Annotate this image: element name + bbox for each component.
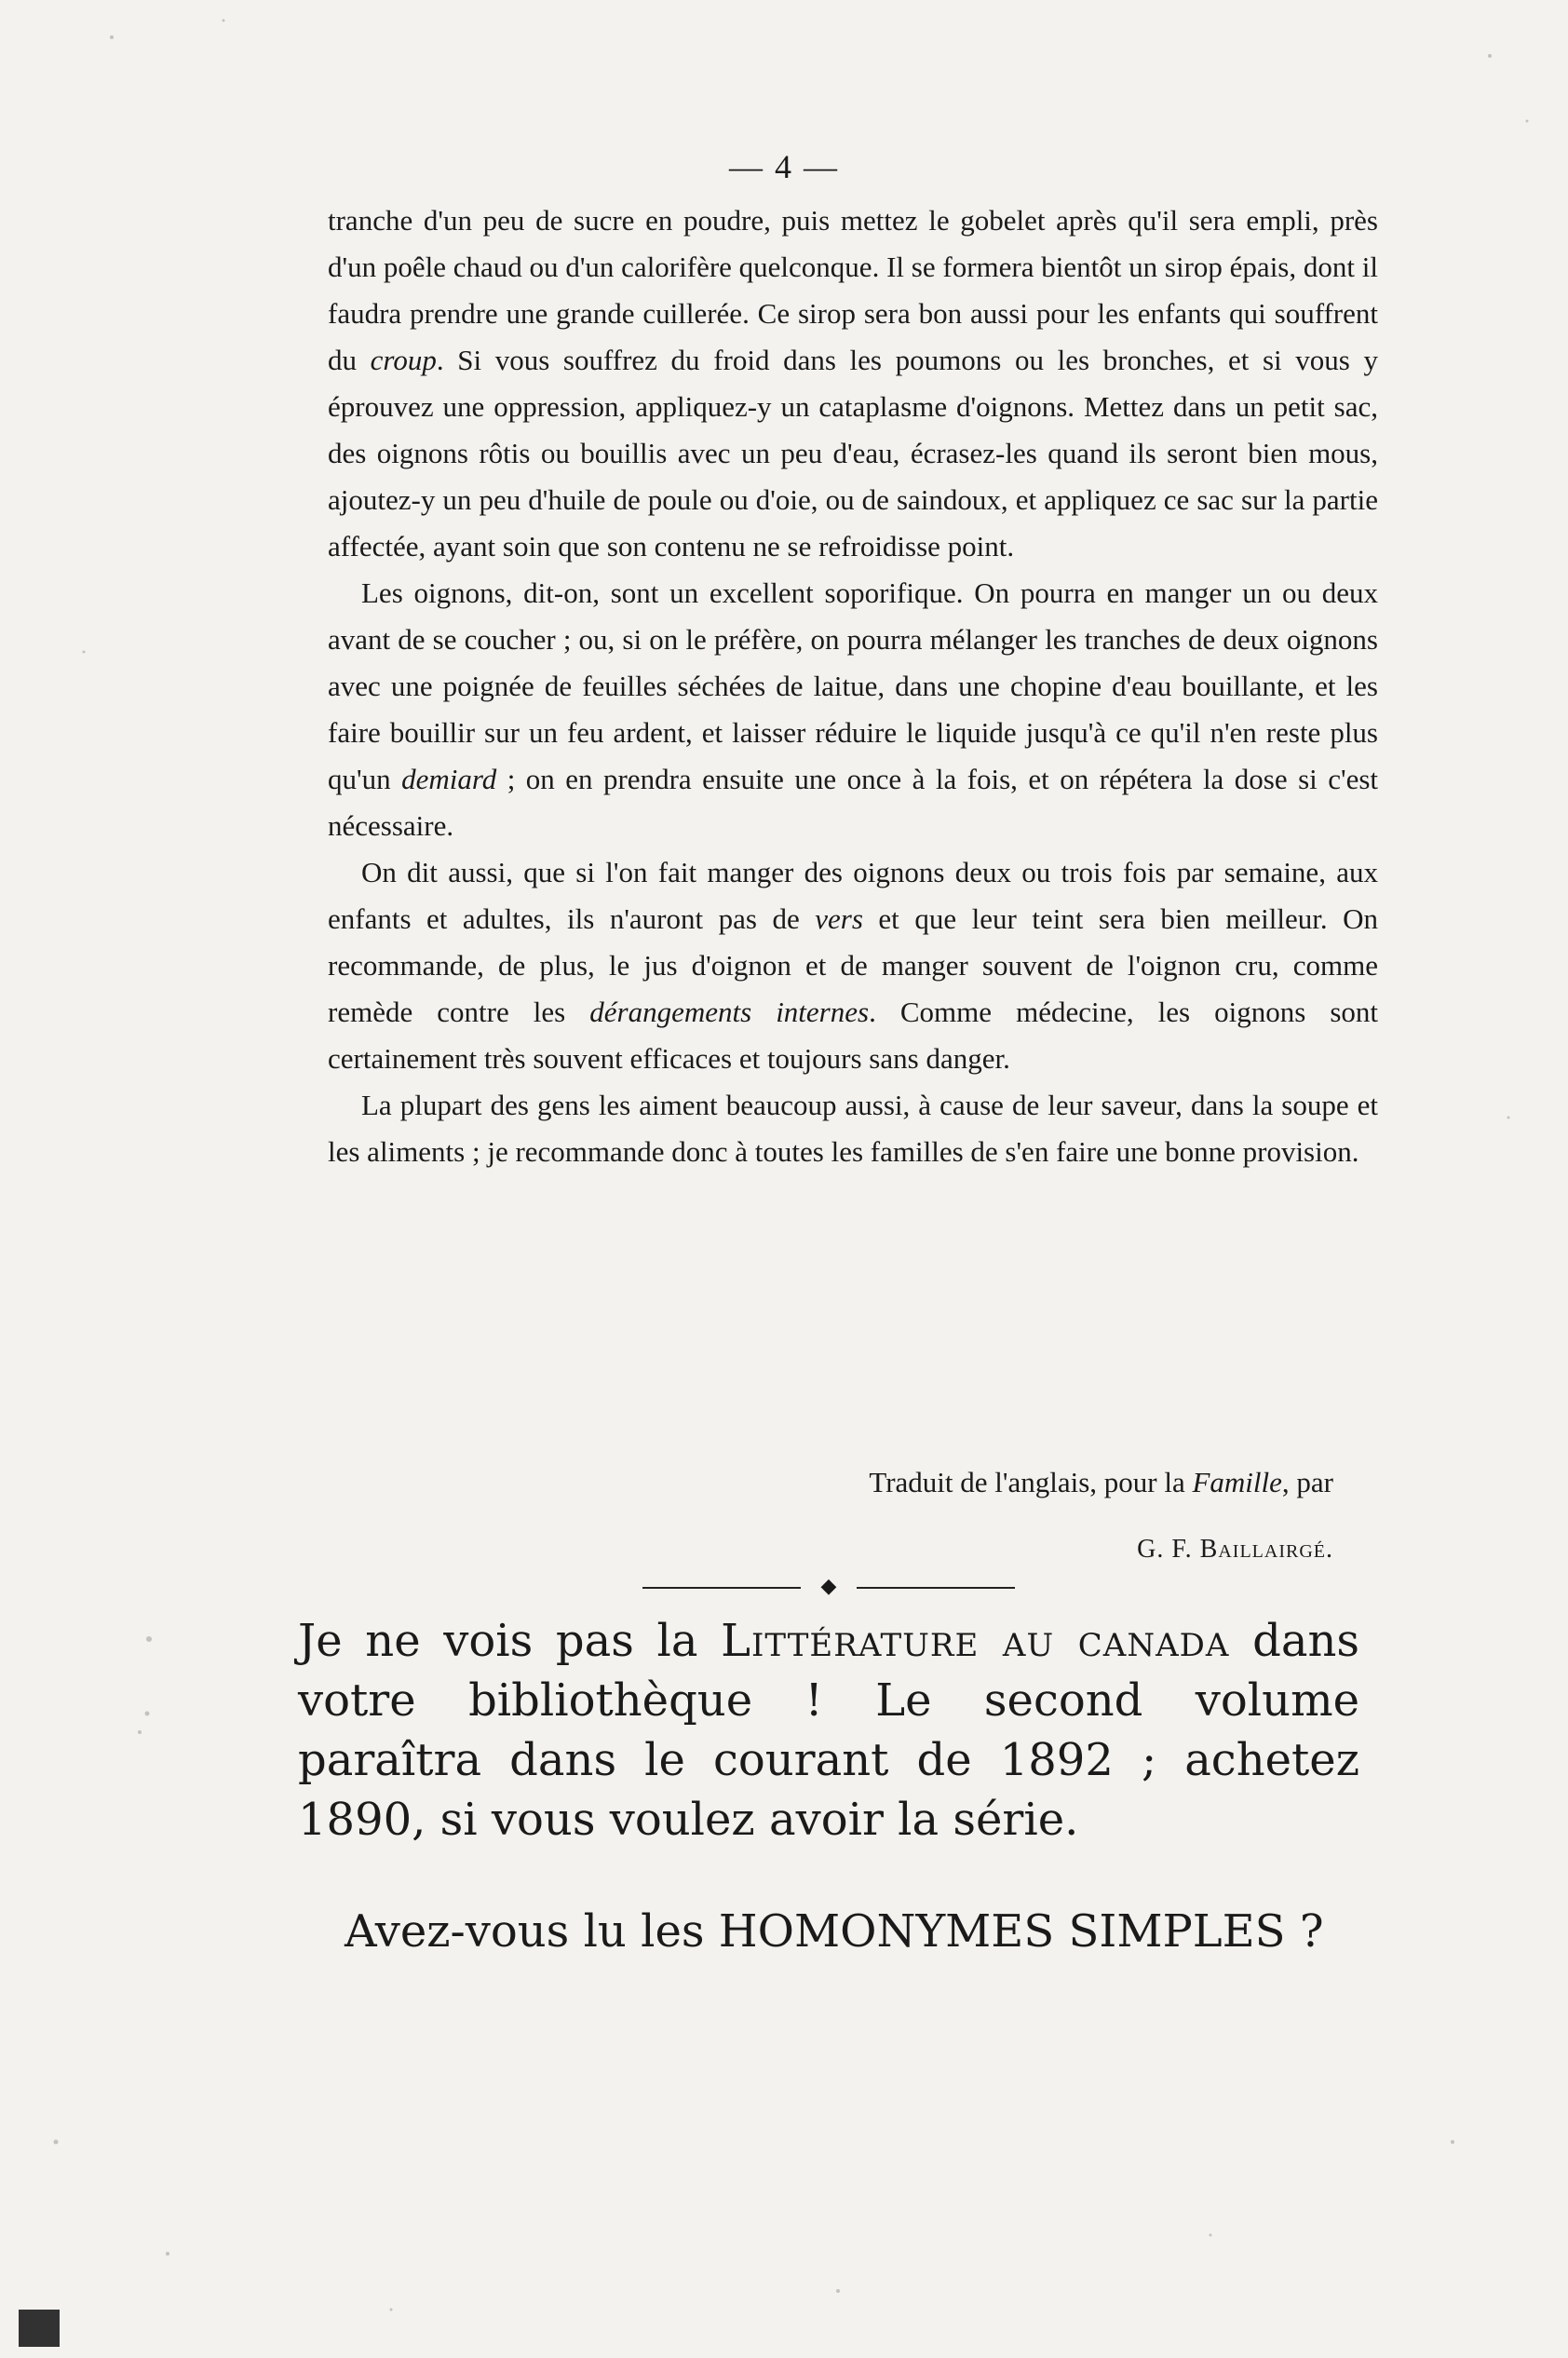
ad-one-after: dans votre bibliothèque ! Le second volume paraîtra dans le courant de 1892 ; achetez 1890, si vous voulez avoir la série. bbox=[298, 1615, 1359, 1846]
paragraph-text: . Si vous souffrez du froid dans les poumons ou les bronches, et si vous y éprouvez une oppression, appliquez-y un cataplasme d'oignons. Mettez dans un petit sac, des oignons rôtis ou bouillis avec un peu d'eau, écrasez-les quand ils seront bien mous, ajoutez-y un peu d'huile de poule ou d'oie, ou de saindoux, et appliquez ce sac sur la partie affectée, ayant soin que son contenu ne se refroidisse point. bbox=[328, 344, 1378, 562]
article-paragraph bbox=[328, 570, 1378, 849]
paragraph-text: Les oignons, dit-on, sont un excellent soporifique. On pourra en manger un ou deux avant de se coucher ; ou, si on le préfère, on pourra mélanger les tranches de deux oignons avec une poignée de feuilles séchées de laitue, dans une chopine d'eau bouillante, et les faire bouillir sur un feu ardent, et laisser réduire le liquide jusqu'à ce qu'il n'en reste plus qu'un bbox=[328, 576, 1378, 795]
italic-term: dérangements internes bbox=[589, 996, 870, 1028]
paragraph-text: La plupart des gens les aiment beaucoup aussi, à cause de leur saveur, dans la soupe et les aliments ; je recommande donc à toutes les familles de s'en faire une bonne provision. bbox=[328, 1089, 1378, 1168]
paragraph-text: . Comme médecine, les oignons sont certainement très souvent efficaces et toujours sans danger. bbox=[328, 996, 1379, 1075]
translation-credit bbox=[328, 1466, 1333, 1499]
italic-term: demiard bbox=[401, 763, 497, 795]
article-paragraph bbox=[328, 849, 1378, 1082]
italic-term: vers bbox=[815, 902, 863, 935]
article-paragraph bbox=[328, 197, 1378, 570]
author-signature: G. F. Baillairgé. bbox=[1137, 1535, 1333, 1564]
italic-term: croup bbox=[370, 344, 437, 376]
paragraph-text: et que leur teint sera bien meilleur. On recommande, de plus, le jus d'oignon et de manger souvent de l'oignon cru, comme remède contre les bbox=[328, 902, 1378, 1028]
divider-ornament-icon: ◆ bbox=[801, 1576, 857, 1596]
page-number: — 4 — bbox=[729, 148, 839, 185]
credit-suffix: , par bbox=[1281, 1466, 1333, 1498]
paragraph-text: On dit aussi, que si l'on fait manger des oignons deux ou trois fois par semaine, aux enfants et adultes, ils n'auront pas de bbox=[328, 856, 1378, 935]
credit-journal: Famille bbox=[1192, 1466, 1282, 1498]
paragraph-text: tranche d'un peu de sucre en poudre, puis mettez le gobelet après qu'il sera empli, près d'un poêle chaud ou d'un calorifère quelconque. Il se formera bientôt un sirop épais, dont il faudra prendre une grande cuillerée. Ce sirop sera bon aussi pour les enfants qui souffrent du bbox=[328, 204, 1378, 376]
credit-prefix: Traduit de l'anglais, pour la bbox=[869, 1466, 1193, 1498]
article-paragraph bbox=[328, 1082, 1378, 1175]
ad-one-before: Je ne vois pas la bbox=[298, 1615, 722, 1667]
ad-one-title: Littérature au canada bbox=[721, 1615, 1230, 1667]
advertisement-homonymes: Avez-vous lu les HOMONYMES SIMPLES ? bbox=[345, 1905, 1324, 1958]
paragraph-text: ; on en prendra ensuite une once à la fois, et on répétera la dose si c'est nécessaire. bbox=[328, 763, 1379, 842]
advertisement-litterature bbox=[298, 1611, 1359, 1850]
article-body bbox=[328, 197, 1378, 1175]
